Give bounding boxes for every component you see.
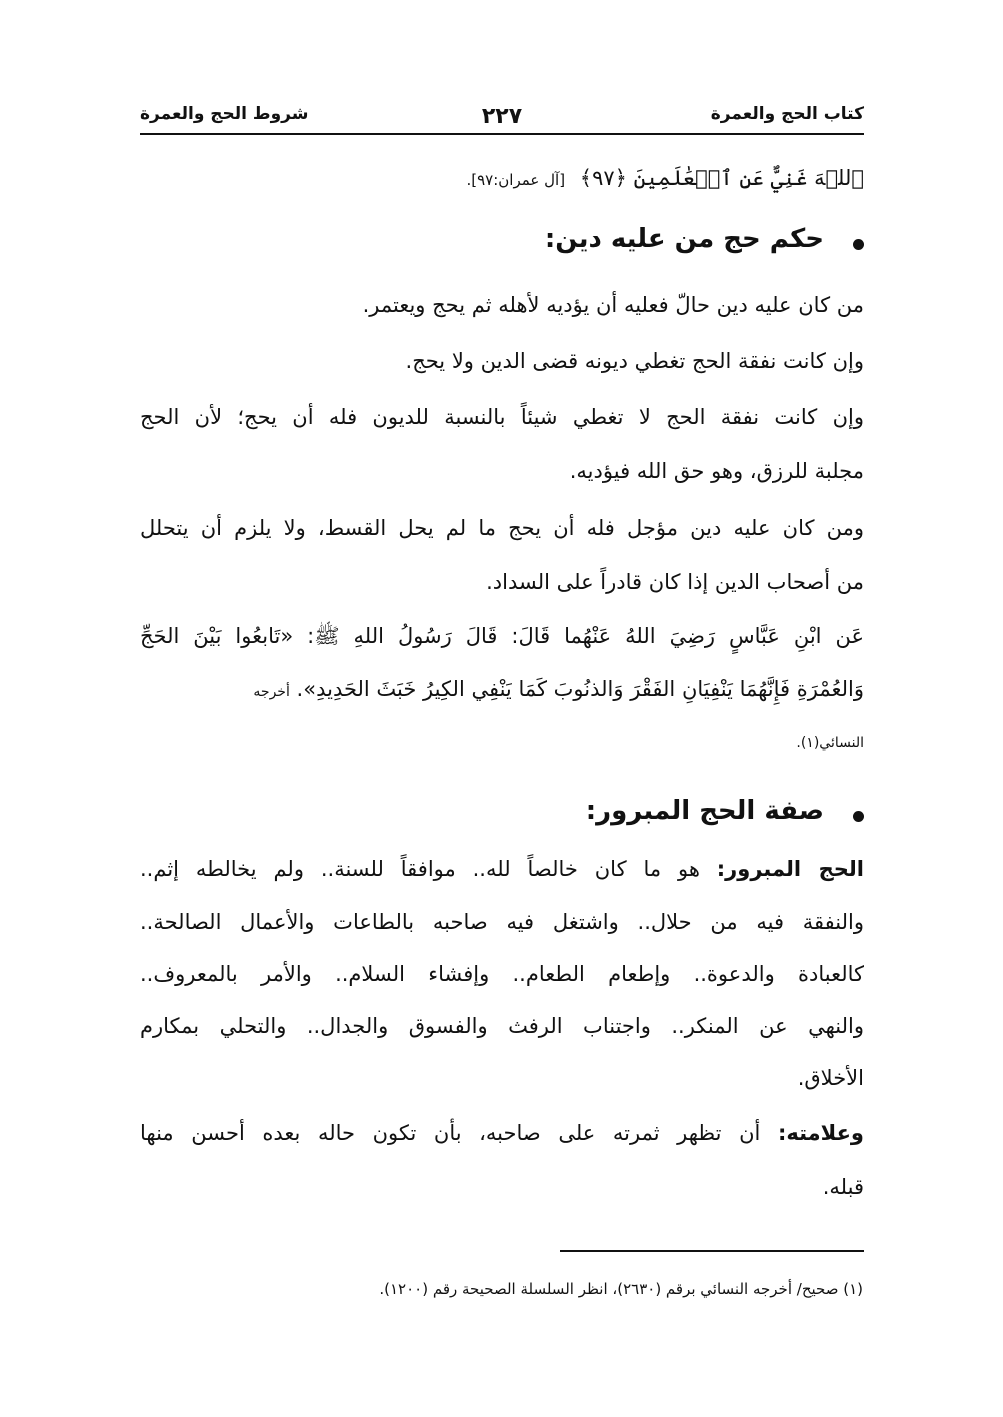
bullet-icon bbox=[853, 239, 864, 250]
paragraph-line bbox=[140, 1121, 864, 1145]
hadith-line: عَن ابْنِ عَبَّاسٍ رَضِيَ اللهُ عَنْهُما قَالَ: قَالَ رَسُولُ اللهِ ﷺ: «تَابعُوا بَيْنَ الحَجِّ bbox=[140, 624, 864, 648]
footnote-divider bbox=[560, 1250, 864, 1252]
paragraph-line: وإن كانت نفقة الحج لا تغطي شيئاً بالنسبة للديون فله أن يحج؛ لأن الحج bbox=[140, 405, 864, 429]
page-body bbox=[140, 0, 864, 1417]
page-number: ٢٢٧ bbox=[481, 104, 523, 129]
chapter-title: شروط الحج والعمرة bbox=[140, 104, 309, 124]
verse-reference: [آل عمران:٩٧]. bbox=[466, 171, 566, 189]
paragraph-line bbox=[140, 857, 864, 881]
hadith-source-cont: النسائي(١). bbox=[796, 735, 864, 751]
definition: هو ما كان خالصاً لله.. موافقاً للسنة.. ولم يخالطه إثم.. bbox=[140, 857, 717, 881]
paragraph: وإن كانت نفقة الحج تغطي ديونه قضى الدين ولا يحج. bbox=[405, 349, 864, 373]
verse-text: ﭐﻟﻠﱠﻪَ غَنِيٌّ عَنِ ٱلۡعَٰلَمِينَ ﴿٩٧﴾ bbox=[579, 166, 864, 190]
bullet-icon bbox=[853, 811, 864, 822]
section-heading-debt: حكم حج من عليه دين: bbox=[544, 224, 824, 254]
paragraph-line: والنهي عن المنكر.. واجتناب الرفث والفسوق والجدال.. والتحلي بمكارم bbox=[140, 1014, 864, 1038]
book-title: كتاب الحج والعمرة bbox=[710, 104, 864, 124]
hadith-line bbox=[253, 677, 864, 701]
paragraph-line: مجلبة للرزق، وهو حق الله فيؤديه. bbox=[569, 459, 864, 483]
paragraph-line: والنفقة فيه من حلال.. واشتغل فيه صاحبه بالطاعات والأعمال الصالحة.. bbox=[140, 910, 864, 934]
sign-text: أن تظهر ثمرته على صاحبه، بأن تكون حاله بعده أحسن منها bbox=[140, 1121, 778, 1145]
hadith-source: أخرجه bbox=[253, 684, 290, 700]
paragraph-line: الأخلاق. bbox=[797, 1066, 864, 1090]
term: وعلامته: bbox=[777, 1121, 864, 1145]
section-heading-mabrur: صفة الحج المبرور: bbox=[585, 796, 824, 826]
hadith-text: وَالعُمْرَةِ فَإِنَّهُمَا يَنْفِيَانِ الفَقْرَ وَالذنُوبَ كَمَا يَنْفِي الكِيرُ خَبَثَ الحَدِيدِ». bbox=[296, 677, 864, 701]
paragraph-line: من أصحاب الدين إذا كان قادراً على السداد. bbox=[486, 570, 864, 594]
term: الحج المبرور: bbox=[716, 857, 864, 881]
paragraph: من كان عليه دين حالّ فعليه أن يؤديه لأهله ثم يحج ويعتمر. bbox=[362, 293, 864, 317]
paragraph-line: ومن كان عليه دين مؤجل فله أن يحج ما لم يحل القسط، ولا يلزم أن يتحلل bbox=[140, 516, 864, 540]
quran-verse bbox=[466, 166, 864, 190]
footnote: (١) صحيح/ أخرجه النسائي برقم (٢٦٣٠)، انظر السلسلة الصحيحة رقم (١٢٠٠). bbox=[379, 1280, 863, 1298]
paragraph-line: كالعبادة والدعوة.. وإطعام الطعام.. وإفشاء السلام.. والأمر بالمعروف.. bbox=[140, 962, 864, 986]
paragraph-line: قبله. bbox=[822, 1175, 864, 1199]
